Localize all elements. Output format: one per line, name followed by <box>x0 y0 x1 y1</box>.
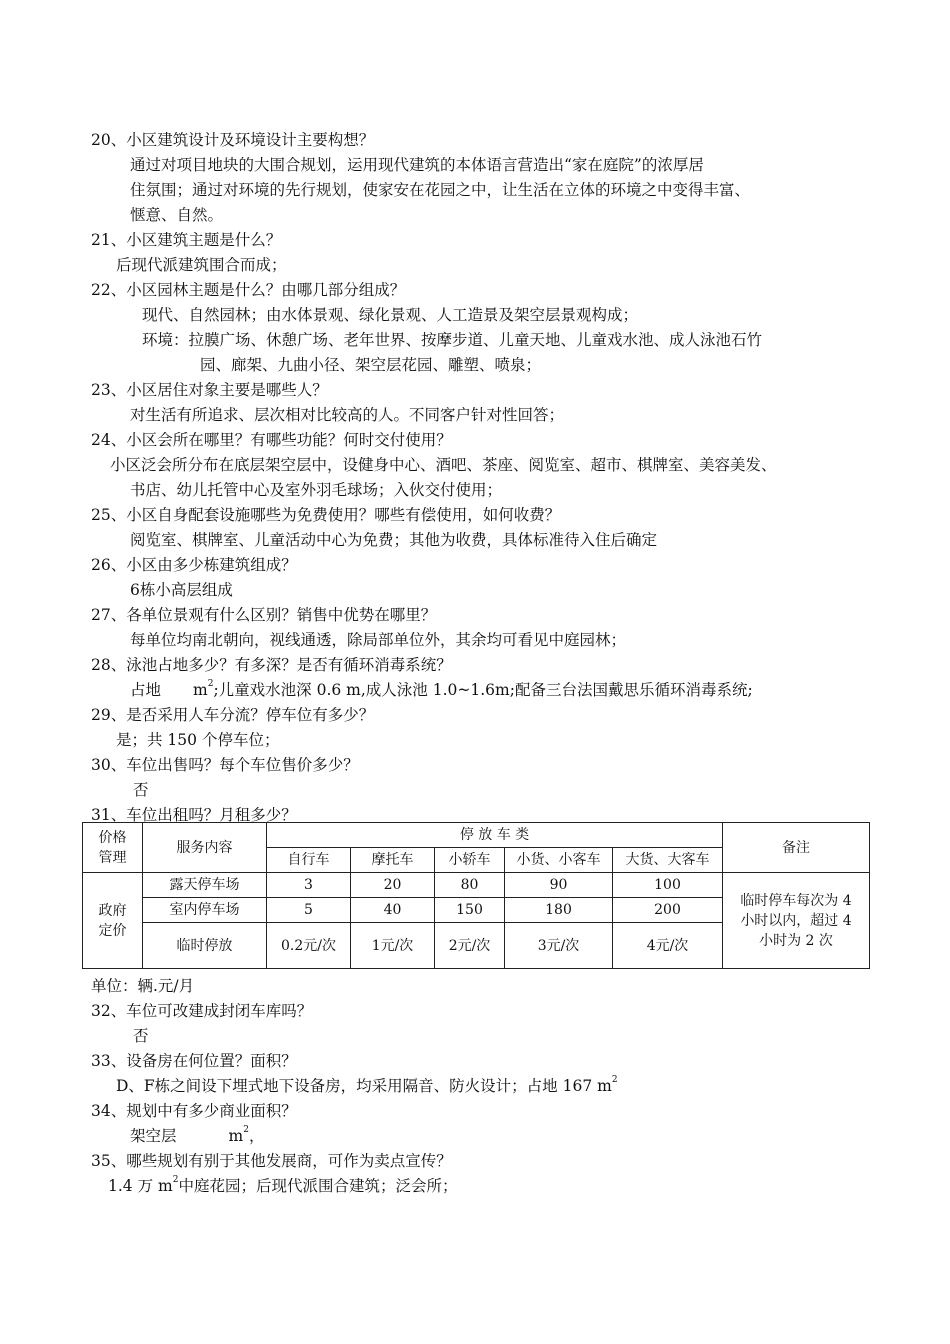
type-small-truck: 小货、小客车 <box>505 848 613 873</box>
answer-20-line1: 通过对项目地块的大围合规划，运用现代建筑的本体语言营造出“家在庭院”的浓厚居 <box>130 156 704 174</box>
header-price-management: 价格 管理 <box>83 823 143 873</box>
cell: 3 <box>267 873 351 898</box>
cell: 1元/次 <box>351 923 435 969</box>
cell: 20 <box>351 873 435 898</box>
cell: 90 <box>505 873 613 898</box>
answer-22-line1: 现代、自然园林；由水体景观、绿化景观、人工造景及架空层景观构成； <box>142 306 639 324</box>
question-20: 20、小区建筑设计及环境设计主要构想？ <box>91 131 375 149</box>
cell: 5 <box>267 898 351 923</box>
answer-34-prefix: 架空层 <box>130 1127 177 1145</box>
answer-28-rest: ;儿童戏水池深 0.6 m,成人泳池 1.0~1.6m;配备三台法国戴思乐循环消毒系统; <box>213 681 753 699</box>
answer-34-unit: m <box>228 1127 244 1145</box>
answer-28-unit: m <box>193 681 208 699</box>
answer-28-prefix: 占地 <box>130 681 162 699</box>
cell: 40 <box>351 898 435 923</box>
answer-20-line2: 住氛围；通过对环境的先行规划，使家安在花园之中，让生活在立体的环境之中变得丰富、 <box>130 181 751 199</box>
question-25: 25、小区自身配套设施哪些为免费使用？哪些有偿使用，如何收费？ <box>91 506 561 524</box>
row-name: 室内停车场 <box>143 898 267 923</box>
question-33: 33、设备房在何位置？面积？ <box>91 1052 297 1070</box>
answer-24-line1: 小区泛会所分布在底层架空层中，设健身中心、酒吧、茶座、阅览室、超市、棋牌室、美容美发、 <box>110 456 777 474</box>
cell: 4元/次 <box>613 923 723 969</box>
answer-20-line3: 惬意、自然。 <box>130 206 224 224</box>
question-35: 35、哪些规划有别于其他发展商，可作为卖点宣传？ <box>91 1152 452 1170</box>
cell: 150 <box>435 898 505 923</box>
answer-33-text: D、F栋之间设下埋式地下设备房，均采用隔音、防火设计；占地 167 m <box>116 1077 612 1095</box>
answer-28-sup: 2 <box>207 679 214 689</box>
question-29: 29、是否采用人车分流？停车位有多少？ <box>91 706 375 724</box>
answer-30: 否 <box>133 781 149 799</box>
answer-29: 是；共 150 个停车位； <box>116 731 280 749</box>
header-service: 服务内容 <box>143 823 267 873</box>
answer-35-rest: 中庭花园；后现代派围合建筑；泛会所； <box>178 1177 458 1195</box>
question-30: 30、车位出售吗？每个车位售价多少？ <box>91 756 359 774</box>
question-28: 28、泳池占地多少？有多深？是否有循环消毒系统？ <box>91 656 452 674</box>
question-31: 31、车位出租吗？月租多少？ <box>91 806 297 824</box>
question-23: 23、小区居住对象主要是哪些人？ <box>91 381 328 399</box>
answer-26: 6栋小高层组成 <box>130 581 233 599</box>
answer-25: 阅览室、棋牌室、儿童活动中心为免费；其他为收费，具体标准待入住后确定 <box>130 531 658 549</box>
question-21: 21、小区建筑主题是什么？ <box>91 231 282 249</box>
answer-22-line3: 园、廊架、九曲小径、架空层花园、雕塑、喷泉； <box>200 356 542 374</box>
answer-27: 每单位均南北朝向，视线通透，除局部单位外，其余均可看见中庭园林； <box>130 631 627 649</box>
answer-24-line2: 书店、幼儿托管中心及室外羽毛球场；入伙交付使用； <box>130 481 503 499</box>
cell: 0.2元/次 <box>267 923 351 969</box>
answer-33 <box>116 1076 618 1096</box>
question-26: 26、小区由多少栋建筑组成？ <box>91 556 297 574</box>
row-name: 露天停车场 <box>143 873 267 898</box>
answer-34-end: ， <box>248 1127 265 1145</box>
answer-34-sup: 2 <box>243 1125 249 1135</box>
answer-21: 后现代派建筑围合而成； <box>116 256 287 274</box>
type-bicycle: 自行车 <box>267 848 351 873</box>
row-name: 临时停放 <box>143 923 267 969</box>
cell: 100 <box>613 873 723 898</box>
type-motorcycle: 摩托车 <box>351 848 435 873</box>
parking-fee-table <box>82 822 870 969</box>
question-22: 22、小区园林主题是什么？由哪几部分组成？ <box>91 281 406 299</box>
answer-22-line2: 环境：拉膜广场、休憩广场、老年世界、按摩步道、儿童天地、儿童戏水池、成人泳池石竹 <box>142 331 763 349</box>
answer-28 <box>130 680 753 700</box>
header-vehicle-type: 停 放 车 类 <box>267 823 723 848</box>
question-24: 24、小区会所在哪里？有哪些功能？何时交付使用？ <box>91 431 452 449</box>
table-row <box>83 873 870 898</box>
cell: 200 <box>613 898 723 923</box>
cell: 80 <box>435 873 505 898</box>
cell: 3元/次 <box>505 923 613 969</box>
type-car: 小轿车 <box>435 848 505 873</box>
answer-33-sup: 2 <box>611 1075 618 1085</box>
header-note: 备注 <box>723 823 870 873</box>
answer-35-sup: 2 <box>172 1175 179 1185</box>
question-27: 27、各单位景观有什么区别？销售中优势在哪里？ <box>91 606 437 624</box>
answer-23: 对生活有所追求、层次相对比较高的人。不同客户针对性回答； <box>130 406 565 424</box>
answer-35 <box>108 1176 457 1196</box>
answer-34 <box>130 1126 264 1146</box>
question-34: 34、规划中有多少商业面积？ <box>91 1102 297 1120</box>
question-32: 32、车位可改建成封闭车库吗？ <box>91 1002 313 1020</box>
gov-pricing: 政府 定价 <box>83 873 143 969</box>
type-large-truck: 大货、大客车 <box>613 848 723 873</box>
note-cell: 临时停车每次为 4 小时以内，超过 4 小时为 2 次 <box>723 873 870 969</box>
answer-32: 否 <box>133 1027 149 1045</box>
answer-35-prefix: 1.4 万 m <box>108 1177 173 1195</box>
unit-label: 单位：辆.元/月 <box>91 977 195 995</box>
cell: 2元/次 <box>435 923 505 969</box>
cell: 180 <box>505 898 613 923</box>
